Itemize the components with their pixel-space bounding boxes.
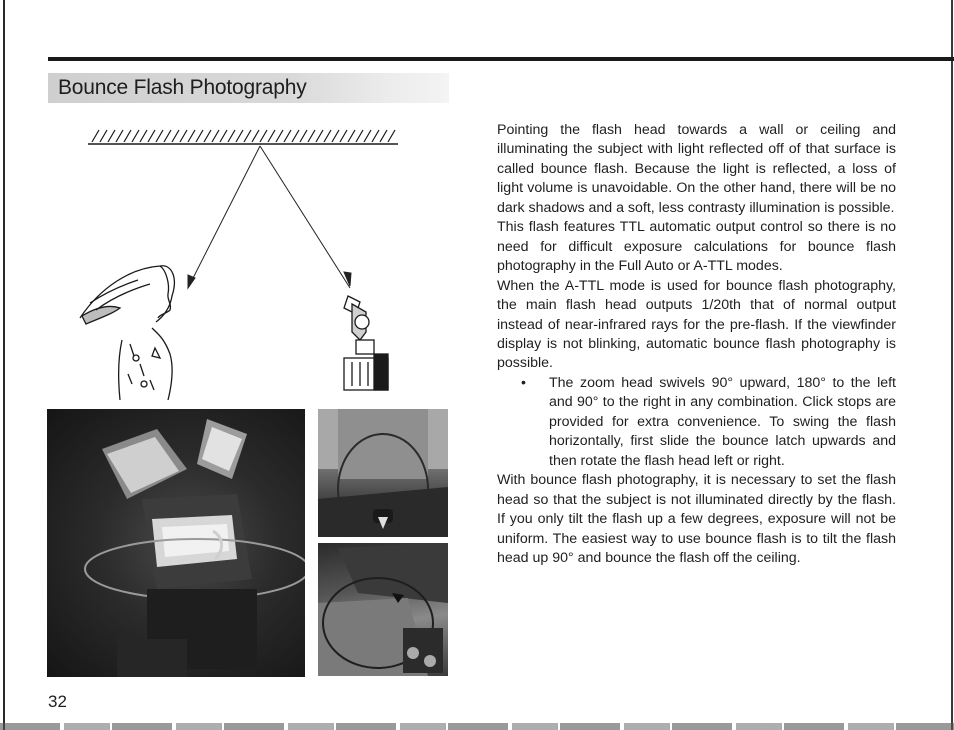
page-right-edge bbox=[951, 0, 953, 730]
woman-figure-icon bbox=[80, 266, 174, 400]
bounce-latch-photo bbox=[318, 409, 448, 537]
ceiling-hatching bbox=[88, 130, 398, 144]
flash-head-rotation-image bbox=[318, 543, 448, 676]
header-rule bbox=[48, 57, 954, 61]
page-bottom-edge bbox=[0, 723, 954, 730]
body-paragraph-a-ttl: When the A-TTL mode is used for bounce flash photography, the main flash head outputs 1/20th that of normal output instead of near-infrared rays for the pre-flash. If the viewfinder display is not blinking, automatic bounce flash photography is possible. bbox=[497, 277, 896, 372]
flash-unit-image bbox=[47, 409, 305, 677]
body-paragraph-intro: Pointing the flash head towards a wall or ceiling and illuminating the subject with light reflected off of that surface is called bounce flash. Because the light is reflected, a loss of light volume is unavoidable. On the other hand, there will be no dark shadows and a soft, less contrasty illumination is possible. bbox=[497, 122, 896, 216]
body-paragraph-ttl: This flash features TTL automatic output control so there is no need for difficult exposure calculations for bounce flash photography in the Full Auto or A-TTL modes. bbox=[497, 219, 896, 275]
body-paragraph-usage: With bounce flash photography, it is necessary to set the flash head so that the subject is not illuminated directly by the flash. If you only tilt the flash up a few degrees, exposure will not be uniform. The easiest way to use bounce flash is to tilt the flash head up 90° and bounce the flash off the ceiling. bbox=[497, 472, 896, 566]
light-ray-path bbox=[188, 146, 351, 288]
section-title-bar bbox=[48, 73, 449, 103]
bullet-text: The zoom head swivels 90° upward, 180° to the left and 90° to the right in any combination. Click stops are provided for extra convenience. To swing the flash horizontally, first slide the bounce latch upwards and then rotate the flash head left or right. bbox=[549, 374, 896, 469]
flash-unit-photo bbox=[47, 409, 305, 677]
bullet-item-swivel bbox=[497, 374, 896, 471]
bounce-flash-diagram bbox=[60, 118, 420, 403]
section-title: Bounce Flash Photography bbox=[58, 76, 307, 99]
bullet-icon: • bbox=[521, 374, 526, 391]
page-left-edge bbox=[3, 0, 5, 730]
body-text-column bbox=[497, 121, 896, 568]
page-number: 32 bbox=[48, 692, 67, 711]
camera-with-flash-icon bbox=[344, 296, 388, 390]
bounce-latch-image bbox=[318, 409, 448, 537]
flash-head-rotation-photo bbox=[318, 543, 448, 676]
